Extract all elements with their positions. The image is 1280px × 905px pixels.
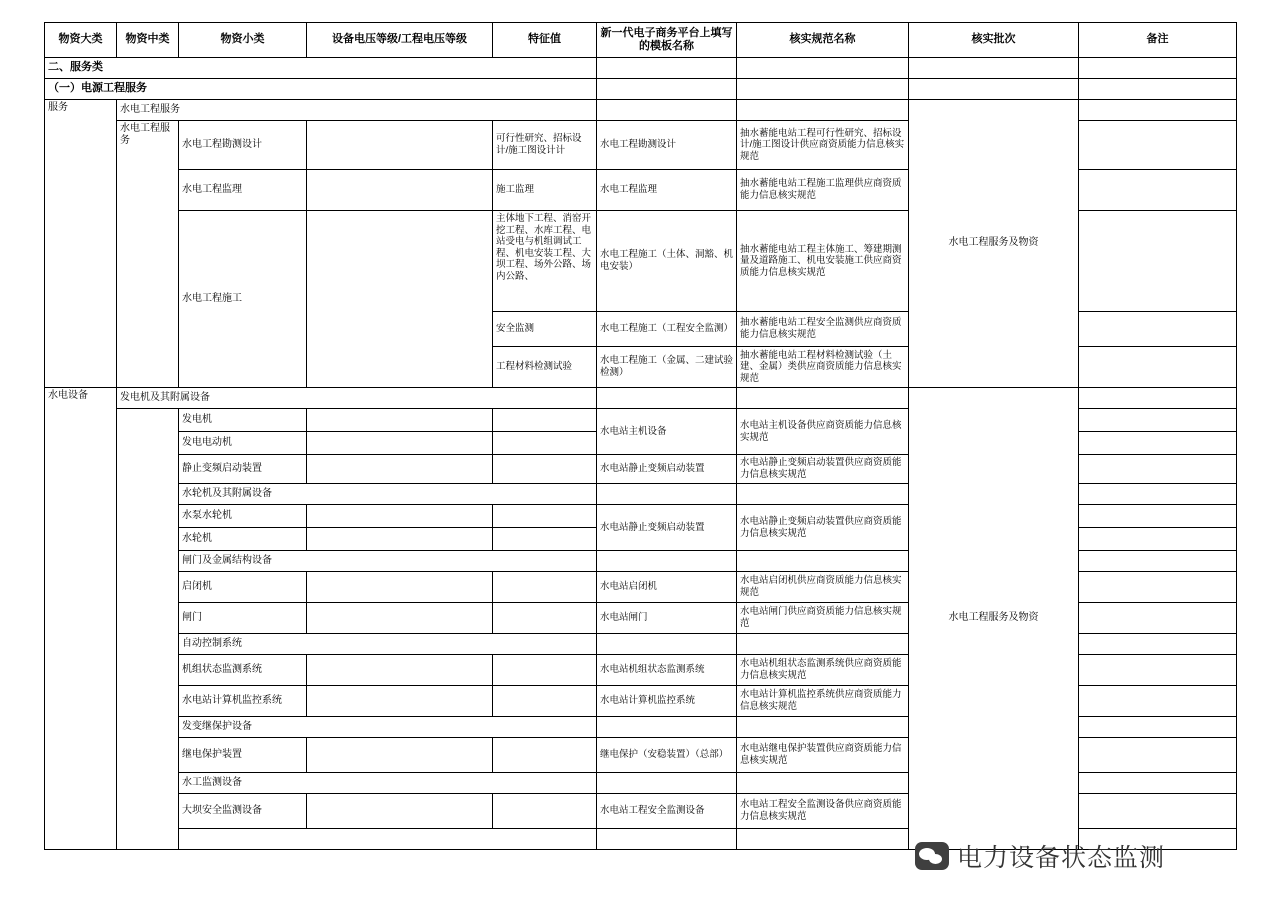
cell-voltage [307, 455, 493, 484]
cell-remark [1079, 79, 1237, 100]
cell-template [597, 829, 737, 850]
cell-spec [737, 79, 909, 100]
wechat-icon [915, 842, 949, 870]
cell-spec [737, 829, 909, 850]
table-row [45, 388, 1237, 409]
cell-middle-protection-group: 发变继保护设备 [179, 717, 597, 738]
cell-minor-generator-motor: 发电电动机 [179, 432, 307, 455]
cell-minor-supervision: 水电工程监理 [179, 170, 307, 211]
cell-remark [1079, 717, 1237, 738]
cell-template [597, 58, 737, 79]
column-header-material-middle: 物资中类 [117, 23, 179, 58]
column-header-batch: 核实批次 [909, 23, 1079, 58]
cell-spec-sfc-2: 水电站静止变频启动装置供应商资质能力信息核实规范 [737, 505, 909, 551]
cell-voltage [307, 686, 493, 717]
cell-feature [493, 655, 597, 686]
cell-template [597, 484, 737, 505]
column-header-voltage-level: 设备电压等级/工程电压等级 [307, 23, 493, 58]
cell-spec [737, 100, 909, 121]
cell-voltage [307, 603, 493, 634]
cell-minor-hoist: 启闭机 [179, 572, 307, 603]
cell-voltage [307, 528, 493, 551]
cell-template-hoist: 水电站启闭机 [597, 572, 737, 603]
header-row [45, 23, 1237, 58]
cell-remark [1079, 388, 1237, 409]
cell-remark [1079, 432, 1237, 455]
cell-minor-dam-safety-monitor: 大坝安全监测设备 [179, 794, 307, 829]
materials-table [44, 22, 1237, 850]
cell-remark [1079, 655, 1237, 686]
cell-major-hydro-equipment: 水电设备 [45, 388, 117, 850]
cell-spec-material-test: 抽水蓄能电站工程材料检测试验（土建、金属）类供应商资质能力信息核实规范 [737, 347, 909, 388]
cell-remark [1079, 528, 1237, 551]
cell-minor-survey-design: 水电工程勘测设计 [179, 121, 307, 170]
column-header-material-minor: 物资小类 [179, 23, 307, 58]
column-header-template-name: 新一代电子商务平台上填写的模板名称 [597, 23, 737, 58]
cell-remark [1079, 170, 1237, 211]
cell-voltage [307, 794, 493, 829]
section-label: （一）电源工程服务 [45, 79, 597, 100]
cell-middle-generator-group: 发电机及其附属设备 [117, 388, 597, 409]
cell-template [597, 79, 737, 100]
cell-voltage [307, 505, 493, 528]
cell-feature-material-test: 工程材料检测试验 [493, 347, 597, 388]
cell-minor-turbine: 水轮机 [179, 528, 307, 551]
cell-spec-safety-monitor: 抽水蓄能电站工程安全监测供应商资质能力信息核实规范 [737, 312, 909, 347]
cell-spec-survey-design: 抽水蓄能电站工程可行性研究、招标设计/施工图设计供应商资质能力信息核实规范 [737, 121, 909, 170]
column-header-feature-value: 特征值 [493, 23, 597, 58]
cell-template [597, 551, 737, 572]
table-body [45, 58, 1237, 850]
cell-template [597, 773, 737, 794]
cell-feature [493, 686, 597, 717]
cell-major-service: 服务 [45, 100, 117, 388]
cell-minor-construction: 水电工程施工 [179, 211, 307, 388]
cell-template-sfc: 水电站静止变频启动装置 [597, 455, 737, 484]
cell-remark [1079, 505, 1237, 528]
cell-template-sfc-2: 水电站静止变频启动装置 [597, 505, 737, 551]
table-header [45, 23, 1237, 58]
cell-spec-relay-protection: 水电站继电保护装置供应商资质能力信息核实规范 [737, 738, 909, 773]
cell-middle-auto-control-group: 自动控制系统 [179, 634, 597, 655]
spreadsheet-container [44, 22, 1236, 850]
cell-spec-scada: 水电站计算机监控系统供应商资质能力信息核实规范 [737, 686, 909, 717]
cell-template [597, 388, 737, 409]
cell-template-main-equipment: 水电站主机设备 [597, 409, 737, 455]
cell-minor-sfc: 静止变频启动装置 [179, 455, 307, 484]
cell-spec-dam-safety-monitor: 水电站工程安全监测设备供应商资质能力信息核实规范 [737, 794, 909, 829]
table-row [45, 100, 1237, 121]
cell-template-safety-monitor: 水电工程施工（工程安全监测） [597, 312, 737, 347]
cell-feature [493, 505, 597, 528]
cell-feature [493, 572, 597, 603]
cell-minor-scada: 水电站计算机监控系统 [179, 686, 307, 717]
cell-template-gate: 水电站闸门 [597, 603, 737, 634]
cell-batch [909, 58, 1079, 79]
cell-minor-generator: 发电机 [179, 409, 307, 432]
cell-template-survey-design: 水电工程勘测设计 [597, 121, 737, 170]
cell-feature [493, 738, 597, 773]
cell-spec-gate: 水电站闸门供应商资质能力信息核实规范 [737, 603, 909, 634]
cell-template-unit-state-monitor: 水电站机组状态监测系统 [597, 655, 737, 686]
cell-feature [493, 528, 597, 551]
cell-remark [1079, 100, 1237, 121]
cell-feature-survey-design: 可行性研究、招标设计/施工图设计计 [493, 121, 597, 170]
section-row [45, 79, 1237, 100]
cell-remark [1079, 455, 1237, 484]
cell-voltage [307, 738, 493, 773]
cell-remark [1079, 347, 1237, 388]
cell-spec-main-equipment: 水电站主机设备供应商资质能力信息核实规范 [737, 409, 909, 455]
cell-spec-supervision: 抽水蓄能电站工程施工监理供应商资质能力信息核实规范 [737, 170, 909, 211]
cell-template [597, 717, 737, 738]
cell-feature-safety-monitor: 安全监测 [493, 312, 597, 347]
cell-spec-hoist: 水电站启闭机供应商资质能力信息核实规范 [737, 572, 909, 603]
cell-spec-construction: 抽水蓄能电站工程主体施工、筹建期测量及道路施工、机电安装施工供应商资质能力信息核实规范 [737, 211, 909, 312]
cell-minor-gate: 闸门 [179, 603, 307, 634]
cell-remark [1079, 484, 1237, 505]
cell-feature [493, 432, 597, 455]
cell-spec [737, 484, 909, 505]
cell-remark [1079, 121, 1237, 170]
cell-template-construction: 水电工程施工（土体、洞豁、机电安装） [597, 211, 737, 312]
cell-spec [737, 634, 909, 655]
cell-voltage [307, 121, 493, 170]
cell-template-supervision: 水电工程监理 [597, 170, 737, 211]
cell-template-relay-protection: 继电保护（安稳装置）（总部） [597, 738, 737, 773]
cell-spec-unit-state-monitor: 水电站机组状态监测系统供应商资质能力信息核实规范 [737, 655, 909, 686]
cell-middle-hydro-service: 水电工程服务 [117, 100, 597, 121]
cell-remark [1079, 686, 1237, 717]
cell-middle-spacer [117, 409, 179, 850]
column-header-remark: 备注 [1079, 23, 1237, 58]
cell-remark [1079, 572, 1237, 603]
cell-minor-pump-turbine: 水泵水轮机 [179, 505, 307, 528]
cell-feature-supervision: 施工监理 [493, 170, 597, 211]
cell-middle-label-hydro-engineering: 水电工程服务 [117, 121, 179, 388]
cell-remark [1079, 603, 1237, 634]
cell-minor-unit-state-monitor: 机组状态监测系统 [179, 655, 307, 686]
cell-spec-sfc: 水电站静止变频启动装置供应商资质能力信息核实规范 [737, 455, 909, 484]
cell-feature [493, 455, 597, 484]
cell-spec [737, 388, 909, 409]
cell-remark [1079, 738, 1237, 773]
cell-remark [1079, 551, 1237, 572]
cell-batch-hydro-service: 水电工程服务及物资 [909, 100, 1079, 388]
cell-middle-gate-group: 闸门及金属结构设备 [179, 551, 597, 572]
cell-filler [179, 829, 597, 850]
cell-batch-hydro-equipment: 水电工程服务及物资 [909, 388, 1079, 850]
cell-voltage [307, 211, 493, 388]
cell-spec [737, 717, 909, 738]
cell-feature-construction: 主体地下工程、消窑开挖工程、水库工程、电站受电与机组调试工程、机电安装工程、大坝工程、场外公路、场内公路、 [493, 211, 597, 312]
cell-voltage [307, 572, 493, 603]
cell-remark [1079, 409, 1237, 432]
section-label: 二、服务类 [45, 58, 597, 79]
cell-remark [1079, 634, 1237, 655]
cell-template-dam-safety-monitor: 水电站工程安全监测设备 [597, 794, 737, 829]
cell-remark [1079, 312, 1237, 347]
column-header-spec-name: 核实规范名称 [737, 23, 909, 58]
cell-spec [737, 58, 909, 79]
cell-remark [1079, 211, 1237, 312]
brand-label: 电力设备状态监测 [957, 843, 1166, 872]
cell-remark [1079, 794, 1237, 829]
cell-voltage [307, 655, 493, 686]
cell-voltage [307, 170, 493, 211]
cell-feature [493, 794, 597, 829]
cell-template [597, 634, 737, 655]
cell-voltage [307, 432, 493, 455]
cell-spec [737, 551, 909, 572]
cell-feature [493, 409, 597, 432]
cell-feature [493, 603, 597, 634]
cell-spec [737, 773, 909, 794]
footer-brand [915, 838, 1165, 874]
column-header-material-major: 物资大类 [45, 23, 117, 58]
cell-template-material-test: 水电工程施工（金属、二建试验检测） [597, 347, 737, 388]
cell-remark [1079, 58, 1237, 79]
cell-voltage [307, 409, 493, 432]
cell-remark [1079, 773, 1237, 794]
cell-minor-relay-protection: 继电保护装置 [179, 738, 307, 773]
section-row [45, 58, 1237, 79]
cell-template [597, 100, 737, 121]
cell-template-scada: 水电站计算机监控系统 [597, 686, 737, 717]
cell-middle-turbine-group: 水轮机及其附属设备 [179, 484, 597, 505]
cell-batch [909, 79, 1079, 100]
cell-middle-hydraulic-monitor-group: 水工监测设备 [179, 773, 597, 794]
